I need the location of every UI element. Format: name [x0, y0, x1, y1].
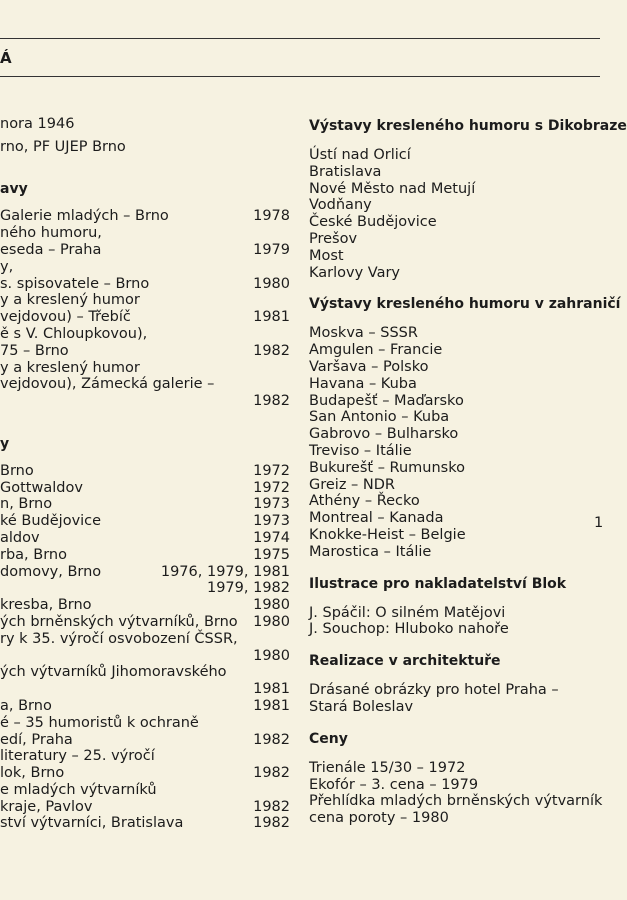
item-text: lok, Brno — [0, 765, 65, 782]
section-heading: avy — [0, 181, 28, 198]
item-year: 1981 — [253, 697, 290, 714]
top-rule — [0, 38, 600, 39]
list-item: Prešov — [309, 230, 358, 247]
item-year: 1975 — [253, 546, 290, 563]
item-text: ry k 35. výročí osvobození ČSSR, — [0, 630, 238, 647]
item-year: 1973 — [253, 496, 290, 513]
list-item — [0, 698, 290, 715]
list-item — [0, 242, 290, 259]
list-item — [0, 799, 290, 816]
list-item — [0, 393, 290, 410]
item-text: aldov — [0, 529, 40, 546]
list-item: J. Spáčil: O silném Matějovi — [309, 604, 506, 621]
item-text: e mladých výtvarníků — [0, 781, 157, 798]
left-column — [0, 116, 290, 832]
item-year: 1979 — [253, 241, 290, 258]
list-item: Bratislava — [309, 163, 382, 180]
item-year: 1980 — [253, 647, 290, 664]
item-text: Gottwaldov — [0, 479, 83, 496]
list-item: Nové Město nad Metují — [309, 180, 476, 197]
item-text: rba, Brno — [0, 546, 67, 563]
item-text: n, Brno — [0, 496, 53, 513]
section-block — [309, 730, 609, 827]
item-year: 1976, 1979, 1981 — [160, 563, 290, 580]
section-heading: Ceny — [309, 730, 348, 747]
item-text: ých brněnských výtvarníků, Brno — [0, 613, 238, 630]
list-item: Trienále 15/30 – 1972 — [309, 759, 466, 776]
item-text: y, — [0, 258, 14, 275]
section-heading: Výstavy kresleného humoru s Dikobraze — [309, 118, 627, 134]
list-item — [0, 376, 290, 393]
section-block — [309, 652, 609, 716]
item-year: 1972 — [253, 479, 290, 496]
list-item: Havana – Kuba — [309, 375, 417, 392]
list-item: cena poroty – 1980 — [309, 810, 449, 827]
list-item — [0, 292, 290, 309]
list-item — [0, 815, 290, 832]
list-item: Ústí nad Orlicí — [309, 147, 411, 163]
edge-mark: 1 — [594, 515, 604, 531]
section-block — [309, 295, 621, 560]
list-item: Drásané obrázky pro hotel Praha – — [309, 682, 559, 699]
list-item: J. Souchop: Hluboko nahoře — [309, 621, 509, 638]
list-item — [0, 343, 290, 360]
list-item — [0, 463, 290, 480]
item-year: 1981 — [253, 309, 290, 326]
item-text: ě s V. Chloupkovou), — [0, 325, 148, 342]
list-item — [0, 530, 290, 547]
item-year: 1982 — [253, 765, 290, 782]
item-text: kresba, Brno — [0, 597, 92, 614]
item-year: 1980 — [253, 613, 290, 630]
exhibition-list — [0, 463, 290, 833]
item-year: 1982 — [253, 815, 290, 832]
list-item: Knokke-Heist – Belgie — [309, 526, 466, 543]
list-item — [0, 597, 290, 614]
item-year: 1982 — [253, 342, 290, 359]
item-text: ké Budějovice — [0, 513, 102, 530]
item-year: 1979, 1982 — [206, 580, 290, 597]
list-item — [0, 580, 290, 597]
list-item: Budapešť – Maďarsko — [309, 392, 464, 409]
list-item: Moskva – SSSR — [309, 325, 418, 342]
list-item — [0, 225, 290, 242]
list-item: Karlovy Vary — [309, 264, 400, 281]
list-item — [0, 631, 290, 648]
list-item — [0, 715, 290, 732]
list-item — [0, 547, 290, 564]
item-text: ých výtvarníků Jihomoravského — [0, 664, 227, 681]
list-item: Přehlídka mladých brněnských výtvarník — [309, 793, 603, 810]
list-item — [0, 496, 290, 513]
list-item: Amgulen – Francie — [309, 342, 443, 359]
list-item — [0, 648, 290, 665]
list-item: Treviso – Itálie — [309, 442, 412, 459]
list-item: Vodňany — [309, 197, 372, 214]
list-item — [0, 664, 290, 681]
list-item — [0, 513, 290, 530]
item-year: 1980 — [253, 597, 290, 614]
list-item: Most — [309, 247, 344, 264]
page-header: Á — [0, 49, 12, 67]
item-year: 1981 — [253, 681, 290, 698]
list-item — [0, 782, 290, 799]
list-item — [0, 564, 290, 581]
list-item: Marostica – Itálie — [309, 543, 432, 560]
exhibition-list — [0, 208, 290, 410]
list-item — [0, 480, 290, 497]
item-text: a, Brno — [0, 697, 52, 714]
item-text: ného humoru, — [0, 225, 102, 242]
list-item — [0, 614, 290, 631]
item-text: edí, Praha — [0, 731, 73, 748]
list-item: Stará Boleslav — [309, 698, 414, 715]
list-item — [0, 765, 290, 782]
list-item — [0, 748, 290, 765]
list-item — [0, 276, 290, 293]
right-column — [309, 117, 627, 841]
list-item: Bukurešť – Rumunsko — [309, 459, 465, 476]
item-text: ství výtvarníci, Bratislava — [0, 815, 184, 832]
item-text: é – 35 humoristů k ochraně — [0, 714, 199, 731]
list-item — [0, 259, 290, 276]
item-text: 75 – Brno — [0, 342, 69, 359]
list-item — [0, 208, 290, 225]
item-year: 1980 — [253, 275, 290, 292]
item-year: 1978 — [253, 208, 290, 225]
list-item — [0, 326, 290, 343]
list-item: České Budějovice — [309, 214, 437, 231]
list-item: Varšava – Polsko — [309, 358, 429, 375]
bio-line: rno, PF UJEP Brno — [0, 138, 126, 155]
item-text: literatury – 25. výročí — [0, 748, 155, 765]
list-item — [0, 681, 290, 698]
item-text: y a kreslený humor — [0, 359, 140, 376]
section-block — [309, 117, 627, 281]
section-heading: Výstavy kresleného humoru v zahraničí — [309, 296, 621, 313]
item-text: eseda – Praha — [0, 241, 102, 258]
item-text: kraje, Pavlov — [0, 798, 93, 815]
list-item: Montreal – Kanada — [309, 510, 444, 527]
item-year: 1982 — [253, 798, 290, 815]
item-year: 1972 — [253, 462, 290, 479]
item-year: 1982 — [253, 393, 290, 410]
list-item: Athény – Řecko — [309, 493, 420, 510]
list-item: Greiz – NDR — [309, 476, 395, 493]
list-item: San Antonio – Kuba — [309, 409, 450, 426]
item-year: 1974 — [253, 529, 290, 546]
item-text: vejdovou) – Třebíč — [0, 309, 131, 326]
list-item: Ekofór – 3. cena – 1979 — [309, 776, 479, 793]
section-heading: y — [0, 435, 10, 452]
list-item: Gabrovo – Bulharsko — [309, 426, 459, 443]
section-block — [309, 575, 609, 639]
item-text: vejdovou), Zámecká galerie – — [0, 376, 215, 393]
header-rule — [0, 76, 600, 77]
item-text: Galerie mladých – Brno — [0, 208, 169, 225]
section-heading: Ilustrace pro nakladatelství Blok — [309, 575, 567, 592]
item-text: domovy, Brno — [0, 563, 102, 580]
item-year: 1982 — [253, 731, 290, 748]
item-year: 1973 — [253, 513, 290, 530]
item-text: y a kreslený humor — [0, 292, 140, 309]
list-item — [0, 360, 290, 377]
list-item — [0, 732, 290, 749]
bio-line: nora 1946 — [0, 116, 75, 132]
item-text: Brno — [0, 462, 34, 479]
list-item — [0, 309, 290, 326]
section-heading: Realizace v architektuře — [309, 653, 501, 670]
item-text: s. spisovatele – Brno — [0, 275, 150, 292]
